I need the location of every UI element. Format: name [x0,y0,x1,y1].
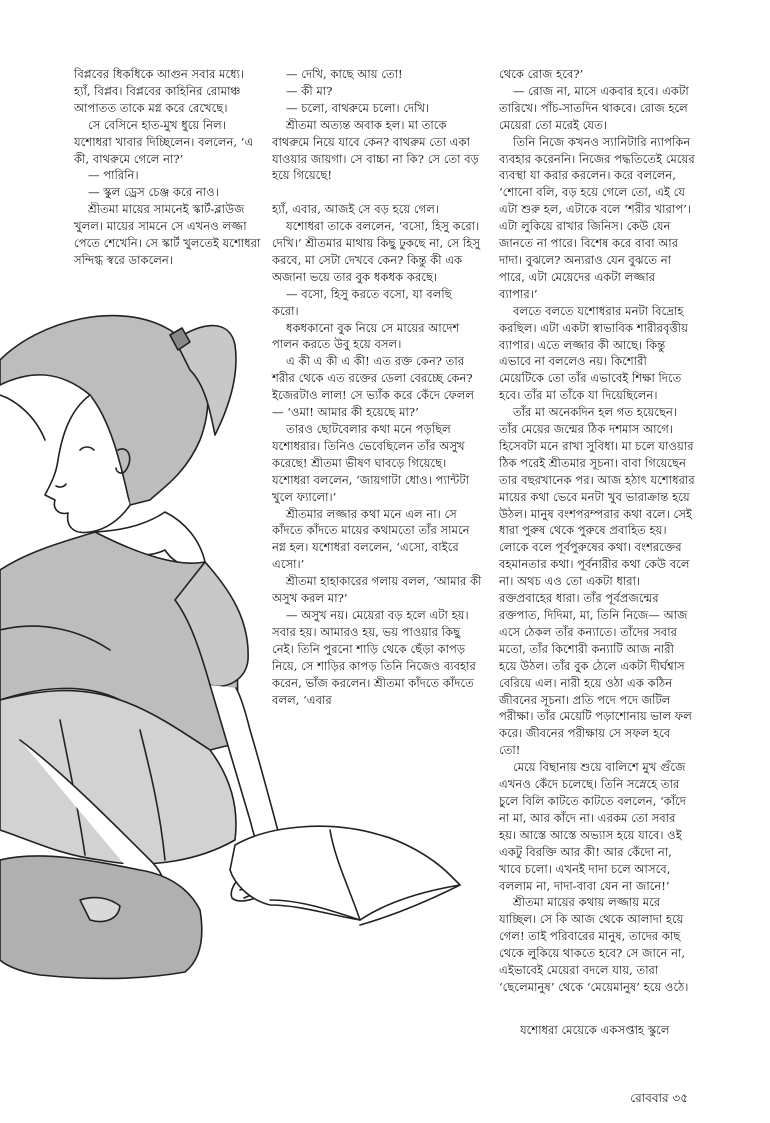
paragraph: বিপ্লবের ধিকধিকে আগুন সবার মধ্যে। হ্যাঁ, বিপ্লব। বিপ্লবের কাহিনির রোমাঞ্চ আপাতত তাকে মগ্ন করে রেখেছে। [74,67,245,115]
paragraph: — পারিনি। [88,168,139,183]
paragraph: হ্যাঁ, এবার, আজই সে বড় হয়ে গেল। [272,202,439,217]
text-column-3 [499,66,695,996]
paragraph: তিনি নিজে কখনও স্যানিটারি ন্যাপকিন ব্যবহার করেননি। নিজের পদ্ধতিতেই মেয়ের ব্যবস্থা যা করার করলেন। করে বললেন, ‘শোনো বলি, বড় হয়ে গেলে তো, এই যে এটা শুরু হল, এটাকে বলে ‘শরীর খারাপ’। এটা লুকিয়ে রাখার জিনিস। কেউ যেন জানতে না পারে। বিশেষ করে বাবা আর দাদা। বুঝলে? অন্যরাও যেন বুঝতে না পারে, এটা মেয়েদের একটা লজ্জার ব্যাপার।’ [499,134,695,301]
book-shape [230,826,460,920]
page-footer: রোববার ৩৫ [630,1091,688,1105]
paragraph: যশোধরা তাকে বললেন, ‘বসো, হিসু করো। দেখি।’ শ্রীতমার মাথায় কিছু ঢুকছে না, সে হিসু করবে, মা সেটা দেখবে কেন? কিন্তু কী এক অজানা ভয়ে তার বুক ধকধক করছে। [272,219,480,284]
text-column-1 [74,66,264,269]
paragraph: — দেখি, কাছে আয় তো! [286,67,403,81]
paragraph: ধকধকানো বুক নিয়ে সে মায়ের আদেশ পালন করতে উবু হয়ে বসল। [272,320,460,352]
paragraph: শ্রীতমা মায়ের সামনেই স্কার্ট-ব্লাউজ খুলল। মায়ের সামনে সে এখনও লজ্জা পেতে শেখেনি। সে স্কার্ট খুলতেই যশোধরা সন্দিগ্ধ স্বরে ডাকলেন। [74,202,261,267]
text-column-2 [272,66,482,708]
paragraph: সে বেসিনে হাত-মুখ ধুয়ে নিল। যশোধরা খাবার দিচ্ছিলেন। বললেন, ‘এ কী, বাথরুমে গেলে না?’ [74,117,254,166]
paragraph: থেকে রোজ হবে?’ [499,67,584,81]
paragraph: — কী মা? [286,83,333,98]
paragraph: শ্রীতমা অত্যন্ত অবাক হল। মা তাকে বাথরুমে নিয়ে যাবে কেন? বাথরুম তো একা যাওয়ার জায়গা। সে বাচ্চা না কি? সে তো বড় হয়ে গিয়েছে! [272,117,479,183]
paragraph: তারও ছোটবেলার কথা মনে পড়ছিল যশোধরার। তিনিও ভেবেছিলেন তাঁর অসুখ করেছে! শ্রীতমা ভীষণ ঘাবড়ে গিয়েছে। যশোধরা বললেন, ‘জায়গাটা ধোও। প্যান্টটা খুলে ফ্যালো।’ [272,422,470,504]
paragraph: শ্রীতমার লজ্জার কথা মনে এল না। সে কাঁদতে কাঁদতে মায়ের কথামতো তাঁর সামনে নগ্ন হল। যশোধরা বললেন, ‘এসো, বাইরে এসো।’ [272,506,470,572]
paragraph: এ কী এ কী এ কী! এত রক্ত কেন? তার শরীর থেকে এত রক্তের ডেলা বেরচ্ছে কেন? ইজেরটাও লাল! সে ভ্যাঁক করে কেঁদে ফেলল— ‘ওমা! আমার কী হয়েছে মা?’ [272,354,475,420]
paragraph: — বসো, হিসু করতে বসো, যা বলছি করো। [272,286,452,318]
paragraph: তাঁর মা অনেকদিন হল গত হয়েছেন। তাঁর মেয়ের জন্মের ঠিক দশমাস আগে। হিসেবটা মনে রাখা সুবিধা। মা চলে যাওয়ার ঠিক পরেই শ্রীতমার সূচনা। বাবা গিয়েছেন তার বছরখানেক পর। আজ হঠাৎ যশোধরার মায়ের কথা ভেবে মনটা খুব ভারাক্রান্ত হয়ে উঠল। মানুষ বংশপরম্পরার কথা বলে। সেই ধারা পুরুষ থেকে পুরুষে প্রবাহিত হয়। লোকে বলে পূর্বপুরুষের কথা। বংশরক্তের বহমানতার কথা। পূর্বনারীর কথা কেউ বলে না। অথচ এও তো একটা ধারা। রক্তপ্রবাহের ধারা। তাঁর পূর্বপ্রজন্মের রক্তপাত, দিদিমা, মা, তিনি নিজে— আজ এসে ঠেকল তাঁর কন্যাতে। তাঁদের সবার মতো, তাঁর কিশোরী কন্যাটি আজ নারী হয়ে উঠল। তাঁর বুক ঠেলে একটা দীর্ঘশ্বাস বেরিয়ে এল। নারী হয়ে ওঠা এক কঠিন জীবনের সূচনা। প্রতি পদে পদে জটিল পরীক্ষা। তাঁর মেয়েটি পড়াশোনায় ভাল ফল করে। জীবনের পরীক্ষায় সে সফল হবে তো! [499,405,695,758]
continuation-line: যশোধরা মেয়েকে একসপ্তাহ স্কুলে [520,1023,670,1037]
paragraph: শ্রীতমা মায়ের কথায় লজ্জায় মরে যাচ্ছিল। সে কি আজ থেকে আলাদা হয়ে গেল! তাই পরিবারের মানুষ, তাদের কাছ থেকে লুকিয়ে থাকতে হবে? সে জানে না, এইভাবেই মেয়েরা বদলে যায়, তারা ‘ছেলেমানুষ’ থেকে ‘মেয়েমানুষ’ হয়ে ওঠে। [499,895,689,994]
paragraph: বলতে বলতে যশোধরার মনটা বিদ্রোহ করছিল। এটা একটা স্বাভাবিক শারীরবৃত্তীয় ব্যাপার। এতে লজ্জার কী আছে। কিন্তু এভাবে না বললেও নয়। কিশোরী মেয়েটিকে তো তাঁর এভাবেই শিক্ষা দিতে হবে। তাঁর মা তাঁকে যা দিয়েছিলেন। [499,303,688,403]
paragraph: — চলো, বাথরুমে চলো। দেখি। [286,100,430,115]
paragraph: — রোজ না, মাসে একবার হবে। একটা তারিখে। পাঁচ-সাতদিন থাকবে। রোজ হলে মেয়েরা তো মরেই যেত। [499,83,689,132]
paragraph: মেয়ে বিছানায় শুয়ে বালিশে মুখ গুঁজে এখনও কেঁদে চলেছে। তিনি সস্নেহে তার চুলে বিলি কাটতে কাটতে বললেন, ‘কাঁদে না মা, আর কাঁদে না। এরকম তো সবার হয়। আস্তে আস্তে অভ্যাস হয়ে যাবে। ওই একটু বিরক্তি আর কী! আর কেঁদো না, খাবে চলো। এখনই দাদা চলে আসবে, বললাম না, দাদা-বাবা যেন না জানে!’ [499,760,686,893]
paragraph: — স্কুল ড্রেস চেঞ্জ করে নাও। [88,185,219,200]
paragraph: — অসুখ নয়। মেয়েরা বড় হলে এটা হয়। সবার হয়। আমারও হয়, ভয় পাওয়ার কিছু নেই। তিনি পুরনো শাড়ি থেকে ছেঁড়া কাপড় নিয়ে, সে শাড়ির কাপড় তিনি নিজেও ব্যবহার করেন, ভাঁজ করলেন। শ্রীতমা কাঁদতে কাঁদতে বলল, ‘এবার [272,607,476,707]
paragraph: শ্রীতমা হাহাকারের গলায় বলল, ‘আমার কী অসুখ করল মা?’ [272,574,482,606]
